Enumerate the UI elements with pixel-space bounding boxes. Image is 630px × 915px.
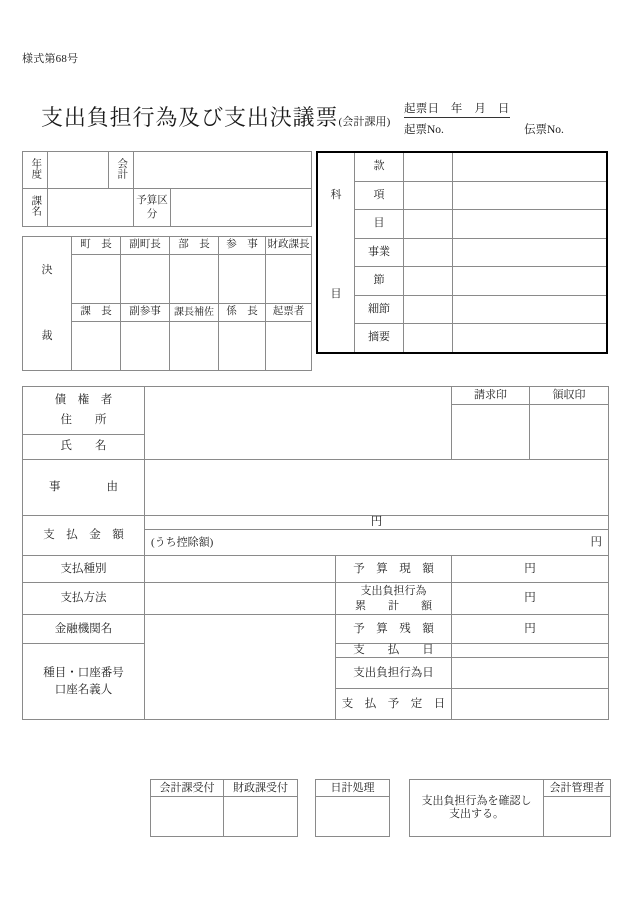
seal-claim-label: 請求印 (452, 387, 530, 405)
approval-table (22, 236, 312, 371)
obligation-date-label: 支出負担行為日 (336, 658, 452, 689)
account-item-code-kan[interactable] (404, 152, 453, 181)
receipt-finance-box[interactable] (224, 797, 298, 837)
table-row (23, 304, 312, 322)
account-value[interactable] (134, 152, 312, 189)
budget-remain-label: 予 算 残 額 (336, 615, 452, 644)
approval-title-section-chief: 課 長 (72, 304, 121, 322)
approval-stamp-division-chief[interactable] (170, 255, 219, 304)
confirmation-text-line1: 支出負担行為を確認し (421, 795, 532, 808)
confirmation-text (410, 780, 544, 837)
table-row (23, 152, 312, 189)
section-label: 課名 (23, 189, 48, 227)
scheduled-date-label: 支 払 予 定 日 (336, 689, 452, 720)
account-item-code-saisetsu[interactable] (404, 295, 453, 324)
table-row (317, 210, 607, 239)
obligation-total-value[interactable] (452, 583, 609, 615)
table-row (317, 295, 607, 324)
bank-name-label: 金融機関名 (23, 615, 145, 644)
approval-title-mayor: 町 長 (72, 237, 121, 255)
table-row (23, 583, 609, 615)
creditor-name-label: 氏 名 (23, 435, 145, 460)
account-item-label-setsu: 節 (355, 267, 404, 296)
table-row (410, 780, 611, 797)
payment-date-label: 支 払 日 (336, 644, 452, 658)
account-label: 会計 (109, 152, 134, 189)
approval-title-supervisor: 係 長 (219, 304, 266, 322)
daily-processing-label: 日計処理 (316, 780, 390, 797)
account-item-label-jigyo: 事業 (355, 238, 404, 267)
creditor-label-line1: 債 権 者 (54, 393, 113, 406)
title-suffix: (会計課用) (338, 116, 391, 128)
receipt-stamp-table (150, 779, 298, 837)
obligation-total-label-line2: 累 計 額 (355, 599, 432, 612)
accounting-manager-box[interactable] (544, 797, 611, 837)
approval-label-bottom: 裁 (23, 304, 72, 371)
budget-current-unit: 円 (524, 562, 536, 575)
obligation-total-unit: 円 (524, 592, 536, 605)
year-value[interactable] (48, 152, 109, 189)
title-main: 支出負担行為及び支出決議票 (41, 105, 339, 130)
account-item-table (316, 151, 608, 354)
payment-type-label: 支払種別 (23, 556, 145, 583)
issue-date-field[interactable]: 起票日 年 月 日 (404, 100, 510, 118)
account-item-label-tekiyo: 摘要 (355, 324, 404, 353)
page-title (41, 101, 390, 132)
budget-class-cell (134, 189, 312, 227)
confirmation-text-line2: 支出する。 (449, 808, 504, 820)
obligation-total-label-line1: 支出負担行為 (360, 585, 427, 598)
payment-type-value[interactable] (145, 556, 336, 583)
creditor-label (23, 387, 145, 435)
budget-remain-value[interactable] (452, 615, 609, 644)
table-row (23, 556, 609, 583)
table-row (23, 516, 609, 530)
budget-remain-unit: 円 (524, 622, 536, 635)
table-row (317, 324, 607, 353)
receipt-accounting-box[interactable] (151, 797, 224, 837)
payment-amount-label: 支 払 金 額 (23, 516, 145, 556)
account-item-code-moku[interactable] (404, 210, 453, 239)
table-row (317, 152, 607, 181)
table-row (23, 615, 609, 644)
deduction-label: (うち控除額) (151, 536, 214, 549)
reason-value[interactable] (145, 460, 609, 516)
account-kind-label-line1: 種目・口座番号 (43, 667, 124, 680)
account-item-code-jigyo[interactable] (404, 238, 453, 267)
payment-amount-value[interactable] (145, 516, 609, 530)
account-kind-label-line2: 口座名義人 (54, 683, 113, 696)
receipt-accounting-label: 会計課受付 (151, 780, 224, 797)
payment-method-label: 支払方法 (23, 583, 145, 615)
seal-claim-box[interactable] (452, 405, 530, 460)
table-row (317, 238, 607, 267)
table-row (316, 780, 390, 797)
approval-title-deputy-mayor: 副町長 (121, 237, 170, 255)
main-body-table (22, 386, 609, 720)
year-label: 年度 (23, 152, 48, 189)
account-item-name-ko[interactable] (453, 181, 608, 210)
account-item-code-ko[interactable] (404, 181, 453, 210)
slip-number-row (404, 121, 564, 137)
approval-title-division-chief: 部 長 (170, 237, 219, 255)
creditor-label-line2: 住 所 (60, 413, 107, 426)
year-account-table (22, 151, 312, 227)
account-item-name-tekiyo[interactable] (453, 324, 608, 353)
deduction-unit: 円 (590, 536, 602, 549)
account-item-label-saisetsu: 細節 (355, 295, 404, 324)
bank-account-value[interactable] (145, 615, 336, 720)
account-item-name-kan[interactable] (453, 152, 608, 181)
account-item-name-saisetsu[interactable] (453, 295, 608, 324)
account-item-code-setsu[interactable] (404, 267, 453, 296)
seal-receipt-box[interactable] (530, 405, 609, 460)
account-kind-label (23, 644, 145, 720)
account-item-label-ko: 項 (355, 181, 404, 210)
scheduled-date-value[interactable] (452, 689, 609, 720)
table-row (151, 780, 298, 797)
approval-title-finance-chief: 財政課長 (266, 237, 312, 255)
receipt-finance-label: 財政課受付 (224, 780, 298, 797)
table-row (23, 237, 312, 255)
budget-class-label: 予算区分 (134, 189, 171, 226)
payment-amount-unit: 円 (370, 516, 383, 528)
seal-receipt-label: 領収印 (530, 387, 609, 405)
approval-stamp-drafter[interactable] (266, 322, 312, 371)
table-row (317, 267, 607, 296)
budget-current-label: 予 算 現 額 (336, 556, 452, 583)
approval-stamp-assistant-chief[interactable] (170, 322, 219, 371)
obligation-total-label (336, 583, 452, 615)
deduction-row[interactable] (145, 530, 609, 556)
table-row (23, 189, 312, 227)
table-row (316, 797, 390, 837)
approval-stamp-finance-chief[interactable] (266, 255, 312, 304)
approval-title-councillor: 参 事 (219, 237, 266, 255)
header-meta (404, 100, 564, 137)
section-value[interactable] (48, 189, 134, 227)
approval-stamp-deputy-mayor[interactable] (121, 255, 170, 304)
reason-label: 事 由 (23, 460, 145, 516)
table-row (317, 181, 607, 210)
account-item-code-tekiyo[interactable] (404, 324, 453, 353)
approval-stamp-supervisor[interactable] (219, 322, 266, 371)
approval-title-assistant-chief: 課長補佐 (170, 304, 219, 322)
approval-stamp-mayor[interactable] (72, 255, 121, 304)
account-item-label-moku: 目 (355, 210, 404, 239)
account-item-name-jigyo[interactable] (453, 238, 608, 267)
approval-stamp-deputy-councillor[interactable] (121, 322, 170, 371)
payment-method-value[interactable] (145, 583, 336, 615)
table-row (23, 387, 609, 405)
budget-current-value[interactable] (452, 556, 609, 583)
daily-processing-table (315, 779, 390, 837)
daily-processing-box[interactable] (316, 797, 390, 837)
slip-number-field[interactable]: 伝票No. (524, 124, 564, 136)
approval-title-drafter: 起票者 (266, 304, 312, 322)
approval-stamp-councillor[interactable] (219, 255, 266, 304)
accounting-manager-label: 会計管理者 (544, 780, 611, 797)
account-item-side-label-top: 科 (317, 152, 355, 238)
approval-stamp-section-chief[interactable] (72, 322, 121, 371)
approval-label-top: 決 (23, 237, 72, 304)
issue-number-field[interactable]: 起票No. (404, 124, 444, 136)
table-row (23, 460, 609, 516)
creditor-value[interactable] (145, 387, 452, 460)
account-item-name-setsu[interactable] (453, 267, 608, 296)
table-row (151, 797, 298, 837)
account-item-name-moku[interactable] (453, 210, 608, 239)
form-code-label: 様式第68号 (22, 53, 79, 65)
account-item-label-kan: 款 (355, 152, 404, 181)
confirmation-table (409, 779, 611, 837)
approval-title-deputy-councillor: 副参事 (121, 304, 170, 322)
budget-class-value[interactable] (171, 189, 312, 226)
obligation-date-value[interactable] (452, 658, 609, 689)
account-item-side-label-bottom: 目 (317, 238, 355, 353)
payment-date-value[interactable] (452, 644, 609, 658)
